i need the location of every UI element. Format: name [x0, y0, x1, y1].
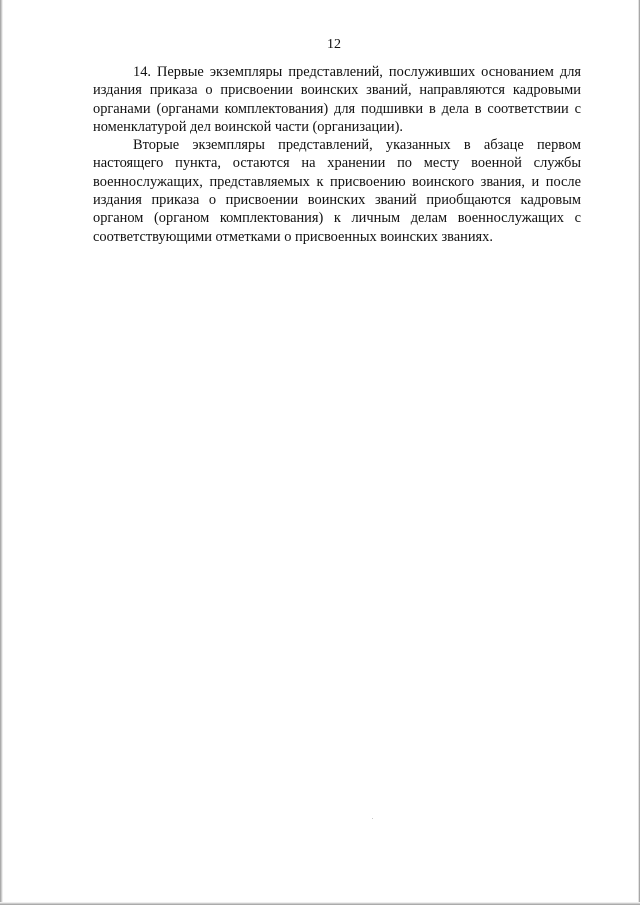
page-number: 12	[327, 37, 341, 52]
scan-edge-left	[0, 0, 3, 905]
scan-speck	[372, 818, 373, 819]
paragraph-item-14: 14. Первые экземпляры представлений, послуживших основанием для издания приказа о присвоении воинских званий, направляются кадровыми органами (органами комплектования) для подшивки в дела в соответствии с номенклатурой дел воинской части (организации).	[93, 64, 581, 135]
paragraph-second-copies: Вторые экземпляры представлений, указанных в абзаце первом настоящего пункта, остаются на хранении по месту военной службы военнослужащих, представляемых к присвоению воинского звания, и после издания приказа о присвоении воинских званий приобщаются кадровым органом (органом комплектования) к личным делам военнослужащих с соответствующими отметками о присвоенных воинских званиях.	[93, 137, 581, 245]
document-body	[93, 63, 581, 246]
